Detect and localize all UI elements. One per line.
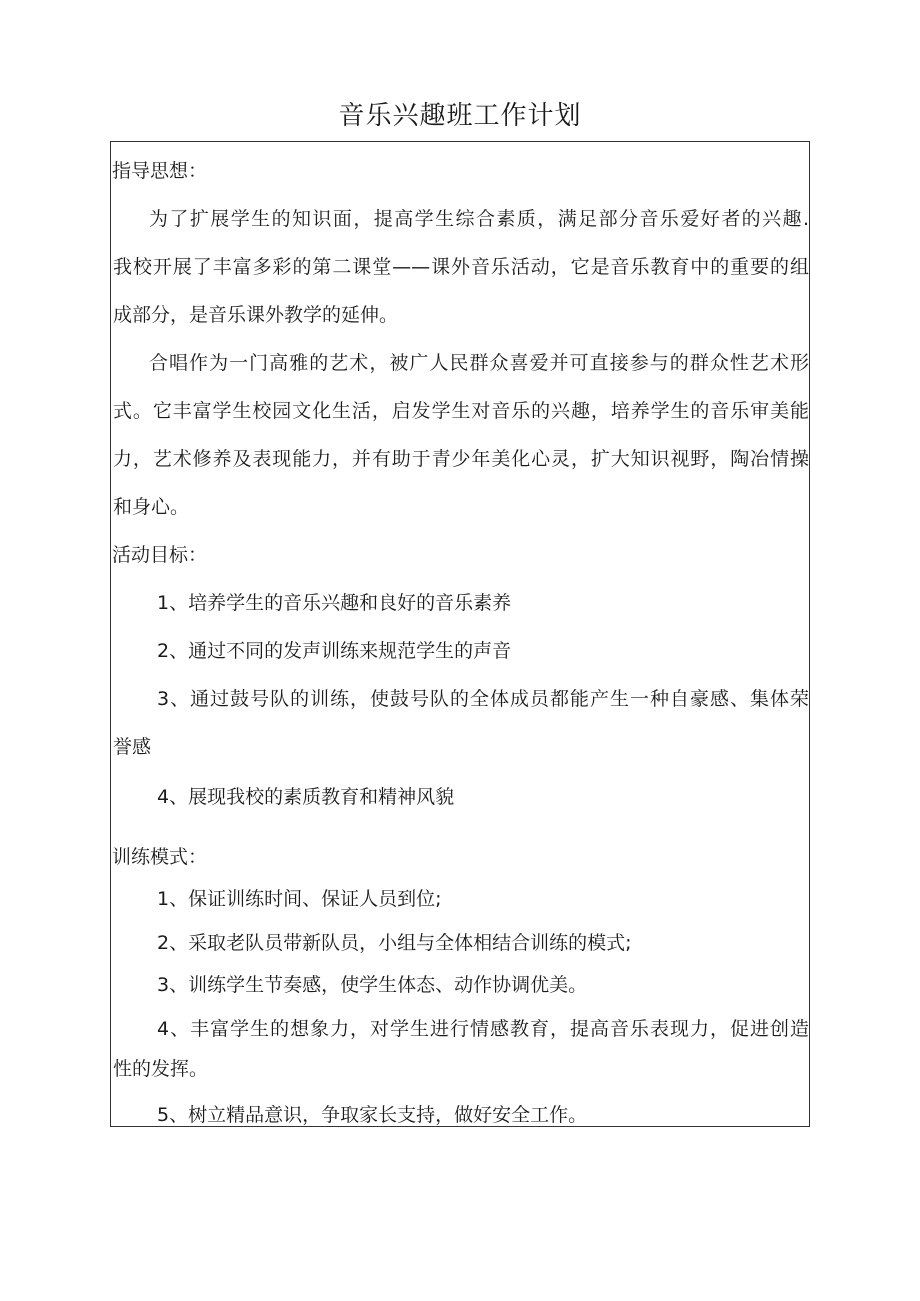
guidance-para2-line2: 式。它丰富学生校园文化生活，启发学生对音乐的兴趣，培养学生的音乐审美能 xyxy=(113,400,809,422)
training-item-2: 2、采取老队员带新队员，小组与全体相结合训练的模式; xyxy=(157,932,632,954)
page-title: 音乐兴趣班工作计划 xyxy=(338,101,582,131)
training-item-5: 5、树立精品意识，争取家长支持，做好安全工作。 xyxy=(157,1104,588,1126)
goal-item-3: 3、通过鼓号队的训练，使鼓号队的全体成员都能产生一种自豪感、集体荣 xyxy=(157,688,809,710)
guidance-para1-line1: 为了扩展学生的知识面，提高学生综合素质，满足部分音乐爱好者的兴趣. xyxy=(149,208,809,230)
goal-item-3-cont: 誉感 xyxy=(113,736,152,758)
training-item-1: 1、保证训练时间、保证人员到位; xyxy=(157,888,442,910)
goal-item-2: 2、通过不同的发声训练来规范学生的声音 xyxy=(157,640,512,662)
guidance-para1-line2: 我校开展了丰富多彩的第二课堂——课外音乐活动，它是音乐教育中的重要的组 xyxy=(113,256,809,278)
goals-heading: 活动目标： xyxy=(112,544,208,566)
guidance-para2-line1: 合唱作为一门高雅的艺术，被广人民群众喜爱并可直接参与的群众性艺术形 xyxy=(149,352,809,374)
training-item-4: 4、丰富学生的想象力，对学生进行情感教育，提高音乐表现力，促进创造 xyxy=(157,1018,809,1040)
guidance-para2-line3: 力，艺术修养及表现能力，并有助于青少年美化心灵，扩大知识视野，陶冶情操 xyxy=(113,448,809,470)
guidance-para2-line4: 和身心。 xyxy=(113,496,190,518)
plan-table xyxy=(110,141,810,1127)
training-item-4-cont: 性的发挥。 xyxy=(113,1058,209,1080)
training-item-3: 3、训练学生节奏感，使学生体态、动作协调优美。 xyxy=(157,974,588,996)
goal-item-1: 1、培养学生的音乐兴趣和良好的音乐素养 xyxy=(157,592,512,614)
guidance-heading: 指导思想： xyxy=(112,160,208,182)
goal-item-4: 4、展现我校的素质教育和精神风貌 xyxy=(157,786,455,808)
guidance-para1-line3: 成部分，是音乐课外教学的延伸。 xyxy=(113,304,399,326)
training-heading: 训练模式： xyxy=(112,846,208,868)
